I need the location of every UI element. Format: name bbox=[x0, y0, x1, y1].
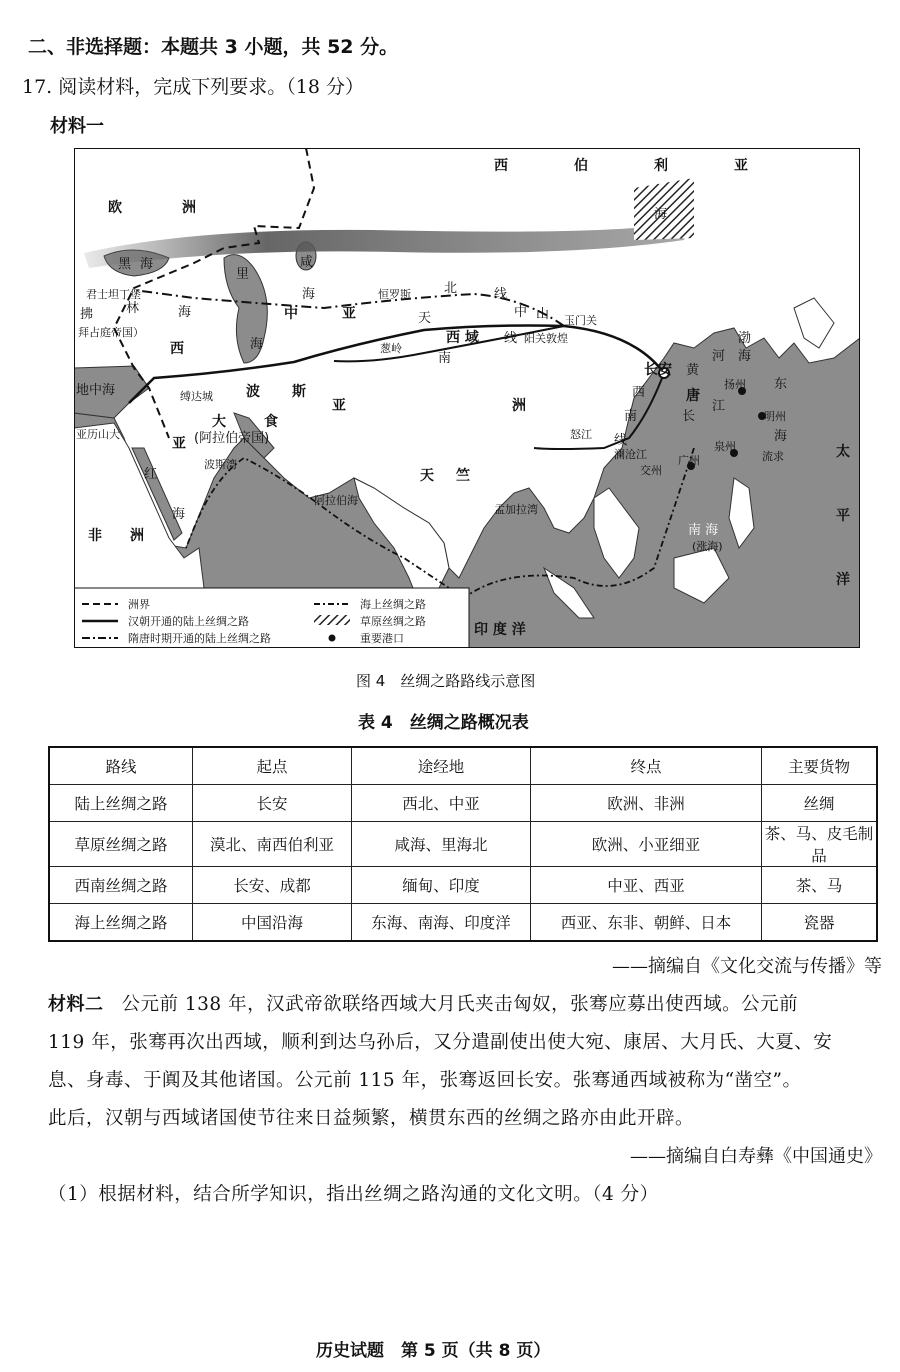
label-byzantine-2: 林 bbox=[126, 301, 140, 316]
label-persia-1: 波 bbox=[246, 384, 260, 400]
label-black-sea-1: 黑 bbox=[118, 257, 132, 272]
label-tianshan-3: 山 bbox=[536, 307, 550, 322]
label-east-sea-2: 海 bbox=[774, 429, 788, 444]
material2-line-3: 息、身毒、于阗及其他诸国。公元前 115 年，张骞返回长安。张骞通西域被称为“凿空”。 bbox=[48, 1070, 802, 1091]
material2-line-1: 公元前 138 年，汉武帝欲联络西域大月氏夹击匈奴，张骞应募出使西域。公元前 bbox=[121, 994, 799, 1015]
cell-route: 海上丝绸之路 bbox=[49, 904, 193, 942]
label-south-line-1: 南 bbox=[438, 351, 452, 366]
label-east-sea-1: 东 bbox=[774, 377, 788, 392]
figure-caption: 图 4 丝绸之路路线示意图 bbox=[356, 672, 536, 690]
label-black-sea-2: 海 bbox=[140, 257, 154, 272]
cell-start: 长安、成都 bbox=[193, 867, 352, 904]
label-bohai-1: 渤 bbox=[738, 331, 752, 346]
label-dashi-2: 食 bbox=[264, 414, 278, 430]
header-via: 途经地 bbox=[352, 747, 531, 785]
material2-line-2: 119 年，张骞再次出西域，顺利到达乌孙后，又分遣副使出使大宛、康居、大月氏、大夏、安 bbox=[48, 1032, 833, 1053]
cell-start: 长安 bbox=[193, 785, 352, 822]
material2-label: 材料二 bbox=[48, 994, 104, 1015]
cell-end: 中亚、西亚 bbox=[531, 867, 762, 904]
label-southwest-2: 南 bbox=[624, 409, 638, 424]
label-byzantine-3: 海 bbox=[178, 305, 192, 320]
label-red-sea-2: 海 bbox=[172, 507, 186, 522]
label-yangtze-1: 长 bbox=[682, 409, 696, 424]
label-tianshan-2: 中 bbox=[514, 305, 528, 320]
label-yumenguan: 玉门关 bbox=[564, 314, 597, 327]
table-row bbox=[49, 904, 877, 942]
cell-route: 草原丝绸之路 bbox=[49, 822, 193, 867]
page-footer: 历史试题 第 5 页（共 8 页） bbox=[316, 1341, 551, 1361]
label-caspian-1: 里 bbox=[236, 267, 250, 282]
label-north-line-2: 北 bbox=[444, 281, 458, 296]
label-tianshan-1: 天 bbox=[418, 311, 432, 326]
cell-via: 缅甸、印度 bbox=[352, 867, 531, 904]
label-bengal: 孟加拉湾 bbox=[494, 503, 538, 516]
label-southwest-1: 西 bbox=[632, 385, 646, 400]
label-nujiang: 怒江 bbox=[570, 428, 592, 441]
material2-line-4: 此后，汉朝与西域诸国使节往来日益频繁，横贯东西的丝绸之路亦由此开辟。 bbox=[48, 1108, 695, 1129]
label-liuqiu: 流求 bbox=[762, 450, 784, 463]
label-changan: 长安 bbox=[644, 362, 672, 378]
label-alexandria: 亚历山大 bbox=[76, 428, 120, 441]
cell-goods: 瓷器 bbox=[762, 904, 878, 942]
label-aral-1: 咸 bbox=[300, 255, 314, 270]
cell-via: 西北、中亚 bbox=[352, 785, 531, 822]
label-zhou: 洲 bbox=[512, 398, 526, 414]
label-southwest-3: 线 bbox=[614, 433, 628, 448]
label-guangzhou: 广州 bbox=[678, 454, 700, 467]
legend-han-land-route: 汉朝开通的陆上丝绸之路 bbox=[128, 615, 249, 628]
silk-road-map bbox=[74, 148, 860, 648]
label-red-sea-1: 红 bbox=[144, 467, 158, 482]
table-header-row bbox=[49, 747, 877, 785]
sub-question-1: （1）根据材料，结合所学知识，指出丝绸之路沟通的文化文明。（4 分） bbox=[48, 1184, 659, 1205]
map-legend bbox=[74, 588, 469, 648]
label-siberia-4: 亚 bbox=[734, 158, 748, 174]
label-abbasid: (阿拉伯帝国) bbox=[194, 431, 270, 446]
label-zhanghai: (涨海) bbox=[692, 540, 723, 553]
label-dashi-1: 大 bbox=[212, 414, 226, 430]
label-aral-2: 海 bbox=[302, 287, 316, 302]
table-row bbox=[49, 785, 877, 822]
question-stem: 17. 阅读材料，完成下列要求。（18 分） bbox=[22, 76, 364, 98]
label-south-sea: 南 海 bbox=[688, 523, 719, 538]
label-asia-2: 亚 bbox=[172, 436, 186, 452]
legend-major-port: 重要港口 bbox=[360, 632, 404, 645]
cell-start: 中国沿海 bbox=[193, 904, 352, 942]
label-yangzhou: 扬州 bbox=[724, 378, 746, 391]
label-siberia-3: 利 bbox=[654, 158, 668, 174]
label-pacific-2: 平 bbox=[836, 508, 850, 524]
label-yellow-river-1: 黄 bbox=[686, 363, 700, 378]
label-persia-2: 斯 bbox=[292, 384, 306, 400]
label-pacific-3: 洋 bbox=[836, 572, 850, 588]
header-route: 路线 bbox=[49, 747, 193, 785]
label-europe-2: 洲 bbox=[182, 200, 196, 216]
label-constantinople: 君士坦丁堡 bbox=[86, 288, 141, 301]
legend-steppe-route: 草原丝绸之路 bbox=[360, 615, 426, 628]
label-tianzhu-1: 天 bbox=[420, 468, 434, 484]
label-byzantine-1: 拂 bbox=[80, 307, 94, 322]
label-africa-1: 非 bbox=[88, 528, 102, 544]
label-south-line-2: 线 bbox=[504, 331, 518, 346]
label-congling: 葱岭 bbox=[380, 342, 402, 355]
label-tianzhu-2: 竺 bbox=[456, 468, 470, 484]
cell-route: 陆上丝绸之路 bbox=[49, 785, 193, 822]
cell-route: 西南丝绸之路 bbox=[49, 867, 193, 904]
label-mediterranean: 地中海 bbox=[76, 383, 116, 398]
cell-via: 东海、南海、印度洋 bbox=[352, 904, 531, 942]
cell-goods: 丝绸 bbox=[762, 785, 878, 822]
label-quanzhou: 泉州 bbox=[714, 440, 736, 453]
header-start: 起点 bbox=[193, 747, 352, 785]
cell-end: 欧洲、小亚细亚 bbox=[531, 822, 762, 867]
label-siberia-1: 西 bbox=[494, 158, 508, 174]
cell-end: 欧洲、非洲 bbox=[531, 785, 762, 822]
label-north-line-3: 线 bbox=[494, 287, 508, 302]
label-yellow-river-2: 河 bbox=[712, 349, 726, 364]
label-africa-2: 洲 bbox=[130, 528, 144, 544]
source-2: ——摘编自白寿彝《中国通史》 bbox=[630, 1146, 882, 1167]
label-indian-ocean: 印 度 洋 bbox=[474, 622, 526, 638]
silk-road-table bbox=[48, 746, 878, 942]
label-baghdad: 缚达城 bbox=[180, 390, 213, 403]
cell-via: 咸海、里海北 bbox=[352, 822, 531, 867]
cell-goods: 茶、马、皮毛制品 bbox=[762, 822, 878, 867]
table-caption: 表 4 丝绸之路概况表 bbox=[358, 713, 529, 733]
cell-end: 西亚、东非、朝鲜、日本 bbox=[531, 904, 762, 942]
label-western-regions: 西 域 bbox=[446, 330, 479, 346]
label-mingzhou: 明州 bbox=[764, 410, 786, 423]
legend-continent-border: 洲界 bbox=[128, 598, 150, 611]
cell-start: 漠北、南西伯利亚 bbox=[193, 822, 352, 867]
label-byzantine-4: 拜占庭帝国） bbox=[78, 326, 144, 339]
label-arabian-sea: 阿拉伯海 bbox=[314, 494, 358, 507]
table-row bbox=[49, 867, 877, 904]
legend-suitang-land-route: 隋唐时期开通的陆上丝绸之路 bbox=[128, 632, 271, 645]
label-siberia-2: 伯 bbox=[574, 158, 588, 174]
label-lancang: 澜沧江 bbox=[614, 448, 647, 461]
source-1: ——摘编自《文化交流与传播》等 bbox=[612, 956, 882, 977]
material1-label: 材料一 bbox=[50, 116, 104, 137]
label-west: 西 bbox=[170, 341, 184, 357]
label-tang: 唐 bbox=[686, 388, 700, 404]
label-central-asia-2: 亚 bbox=[342, 306, 356, 322]
label-europe-1: 欧 bbox=[108, 200, 122, 216]
label-yangtze-2: 江 bbox=[712, 399, 726, 414]
label-pacific-1: 太 bbox=[836, 444, 850, 460]
header-goods: 主要货物 bbox=[762, 747, 878, 785]
label-persian-gulf: 波斯湾 bbox=[204, 458, 237, 471]
label-central-asia-1: 中 bbox=[284, 306, 298, 322]
header-end: 终点 bbox=[531, 747, 762, 785]
cell-goods: 茶、马 bbox=[762, 867, 878, 904]
label-jiaozhou: 交州 bbox=[640, 464, 662, 477]
label-yangguan: 阳关敦煌 bbox=[524, 332, 568, 345]
legend-sea-route: 海上丝绸之路 bbox=[360, 598, 426, 611]
label-haidong: 海 bbox=[654, 207, 668, 222]
table-row bbox=[49, 822, 877, 867]
label-north-line-1: 恒罗斯 bbox=[378, 288, 411, 301]
label-asia-1: 亚 bbox=[332, 398, 346, 414]
label-caspian-2: 海 bbox=[250, 337, 264, 352]
label-bohai-2: 海 bbox=[738, 349, 752, 364]
section-heading: 二、非选择题：本题共 3 小题，共 52 分。 bbox=[28, 36, 399, 58]
